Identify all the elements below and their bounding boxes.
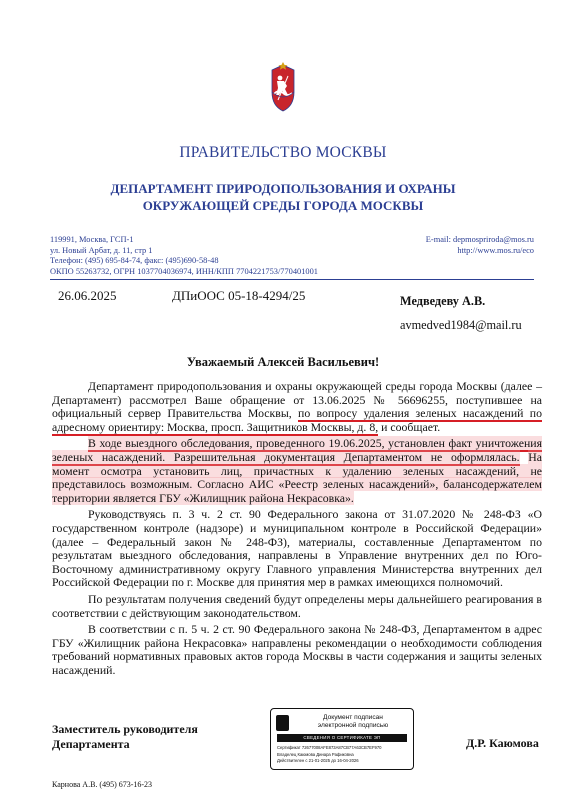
electronic-signature-stamp <box>270 708 414 770</box>
recipient-name: Медведеву А.В. <box>400 294 486 308</box>
department-title-line1: ДЕПАРТАМЕНТ ПРИРОДОПОЛЬЗОВАНИЯ И ОХРАНЫ <box>110 181 456 196</box>
government-title: ПРАВИТЕЛЬСТВО МОСКВЫ <box>179 144 387 161</box>
address-phone: Телефон: (495) 695-84-74, факс: (495)690-58-48 <box>50 256 219 266</box>
department-contacts <box>426 235 534 256</box>
letter-number: ДПиООС 05-18-4294/25 <box>172 288 306 303</box>
letter-date: 26.06.2025 <box>58 288 117 303</box>
department-title-line2: ОКРУЖАЮЩЕЙ СРЕДЫ ГОРОДА МОСКВЫ <box>142 198 424 213</box>
letter-body <box>52 380 542 677</box>
address-line: ул. Новый Арбат, д. 11, стр 1 <box>50 245 153 255</box>
stamp-owner: Владелец Каюмова Динара Рафиковна <box>277 751 354 757</box>
stamp-band: СВЕДЕНИЯ О СЕРТИФИКАТЕ ЭП <box>277 734 407 742</box>
signatory-title: Заместитель руководителя Департамента <box>52 722 198 751</box>
paragraph-request: Департамент природопользования и охраны окружающей среды города Москвы (далее – Департамент) рассмотрел Ваше обращение от 13.06.2025 № 56696255, поступившее на официальный сервер Правительства Москвы, по вопросу удаления зеленых насаждений по адресному ориентиру: Москва, просп. Защитников Москвы, д. 8, и сообщает. <box>52 379 542 434</box>
paragraph-legal-basis: Руководствуясь п. 3 ч. 2 ст. 90 Федерального закона от 31.07.2020 № 248-ФЗ «О государственном контроле (надзоре) и муниципальном контроле в Российской Федерации» (далее – Федеральный закон № 248-ФЗ), материалы, составленные Департаментом по результатам выездного обследования, направлены в Управление внутренних дел по Юго-Восточному административному округу Главного управления Министерства внутренних дел Российской Федерации по г. Москве для принятия мер в рамках имеющихся полномочий. <box>52 507 542 590</box>
department-address <box>50 235 318 277</box>
underlined-request-subject: по вопросу удаления зеленых насаждений по адресному ориентиру: Москва, просп. Защитников Москвы, д. 8, <box>52 406 542 434</box>
department-website[interactable]: http://www.mos.ru/eco <box>457 245 534 255</box>
electronic-signature-seal-icon <box>276 715 289 731</box>
department-title <box>0 180 566 214</box>
address-registry: ОКПО 55263732, ОГРН 1037704036974, ИНН/КПП 7704221753/770401001 <box>50 266 318 276</box>
salutation: Уважаемый Алексей Васильевич! <box>186 355 380 369</box>
stamp-certificate: Сертификат 72677008AFE873A87CB77A63CB7EF970 <box>277 745 382 750</box>
recipient-email[interactable]: avmedved1984@mail.ru <box>400 318 522 332</box>
paragraph-inspection <box>52 437 542 505</box>
stamp-validity: Действителен с 21-01-2025 до 16-04-2026 <box>277 758 359 764</box>
highlighted-finding-continued: На момент осмотра установить лиц, причастных к удалению зеленых насаждений, не представилось возможным. Согласно АИС «Реестр зеленых насаждений», балансодержателем территории является ГБУ «Жилищник района Некрасовка». <box>52 449 543 505</box>
department-email[interactable]: E-mail: depmospriroda@mos.ru <box>425 235 534 244</box>
moscow-coat-of-arms-icon <box>266 62 300 114</box>
highlighted-finding: В ходе выездного обследования, проведенного 19.06.2025, установлен факт уничтожения зеленых насаждений. Разрешительная документация Департаментом не оформлялась. <box>52 436 542 464</box>
header-divider <box>50 279 534 280</box>
stamp-heading: Документ подписан электронной подписью <box>317 714 389 730</box>
address-line: 119991, Москва, ГСП-1 <box>50 235 134 244</box>
paragraph-further-measures: По результатам получения сведений будут определены меры дальнейшего реагирования в соответствии с действующим законодательством. <box>52 591 542 620</box>
executor-contact: Карнова А.В. (495) 673-16-23 <box>52 780 153 789</box>
paragraph-recommendations: В соответствии с п. 5 ч. 2 ст. 90 Федерального закона № 248-ФЗ, Департаментом в адрес ГБУ «Жилищник района Некрасовка» направлены рекомендации о необходимости соблюдения требований нормативных правовых актов города Москвы в части содержания и защиты зеленых насаждений. <box>52 622 542 677</box>
signer-name: Д.Р. Каюмова <box>466 736 539 750</box>
stamp-certificate-details <box>277 745 409 765</box>
